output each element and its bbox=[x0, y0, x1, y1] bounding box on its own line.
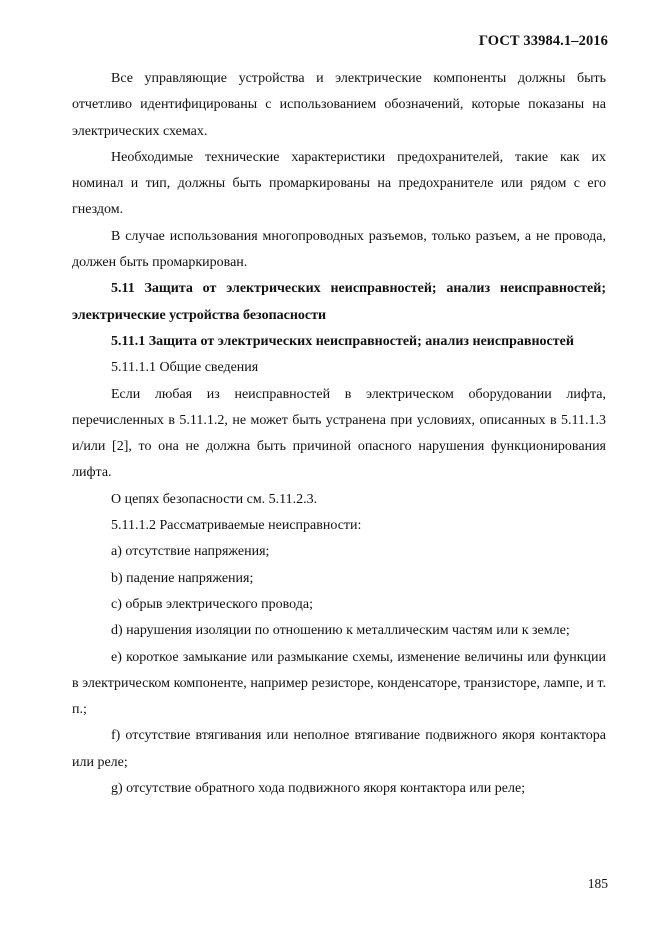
page-number: 185 bbox=[587, 876, 608, 891]
paragraph-connector-marking: В случае использования многопроводных разъемов, только разъем, а не провода, должен быть промаркирован. bbox=[72, 228, 606, 271]
list-item: g) отсутствие обратного хода подвижного якоря контактора или реле; bbox=[111, 781, 526, 797]
list-item: e) короткое замыкание или размыкание схемы, изменение величины или функции в электрическом компоненте, например резисторе, конденсаторе, транзисторе, лампе, и т. п.; bbox=[72, 649, 606, 718]
paragraph-labeling-components: Все управляющие устройства и электрические компоненты должны быть отчетливо идентифицированы с использованием обозначений, которые показаны на электрических схемах. bbox=[72, 71, 606, 139]
paragraph-fuse-marking: Необходимые технические характеристики предохранителей, такие как их номинал и тип, должны быть промаркированы на предохранителе или рядом с его гнездом. bbox=[72, 149, 606, 218]
list-item: d) нарушения изоляции по отношению к металлическим частям или к земле; bbox=[111, 623, 570, 639]
list-item: c) обрыв электрического провода; bbox=[111, 596, 314, 612]
document-id-header: ГОСТ 33984.1–2016 bbox=[478, 33, 608, 49]
paragraph-fault-conditions: Если любая из неисправностей в электрическом оборудовании лифта, перечисленных в 5.11.1.2, не может быть устранена при условиях, описанных в 5.11.1.3 и/или [2], то она не должна быть причиной опасного нарушения функционирования лифта. bbox=[72, 386, 606, 481]
subheading-5-11-1-1: 5.11.1.1 Общие сведения bbox=[111, 360, 259, 376]
list-item: b) падение напряжения; bbox=[111, 570, 254, 586]
subheading-5-11-1-2: 5.11.1.2 Рассматриваемые неисправности: bbox=[111, 518, 362, 534]
paragraph-safety-circuits-note: О цепях безопасности см. 5.11.2.3. bbox=[111, 491, 318, 507]
heading-5-11: 5.11 Защита от электрических неисправностей; анализ неисправностей; электрические устройства безопасности bbox=[72, 281, 606, 323]
list-item: а) отсутствие напряжения; bbox=[111, 544, 270, 560]
body-text bbox=[72, 66, 606, 802]
list-item: f) отсутствие втягивания или неполное втягивание подвижного якоря контактора или реле; bbox=[72, 728, 606, 770]
heading-5-11-1: 5.11.1 Защита от электрических неисправностей; анализ неисправностей bbox=[111, 333, 574, 349]
